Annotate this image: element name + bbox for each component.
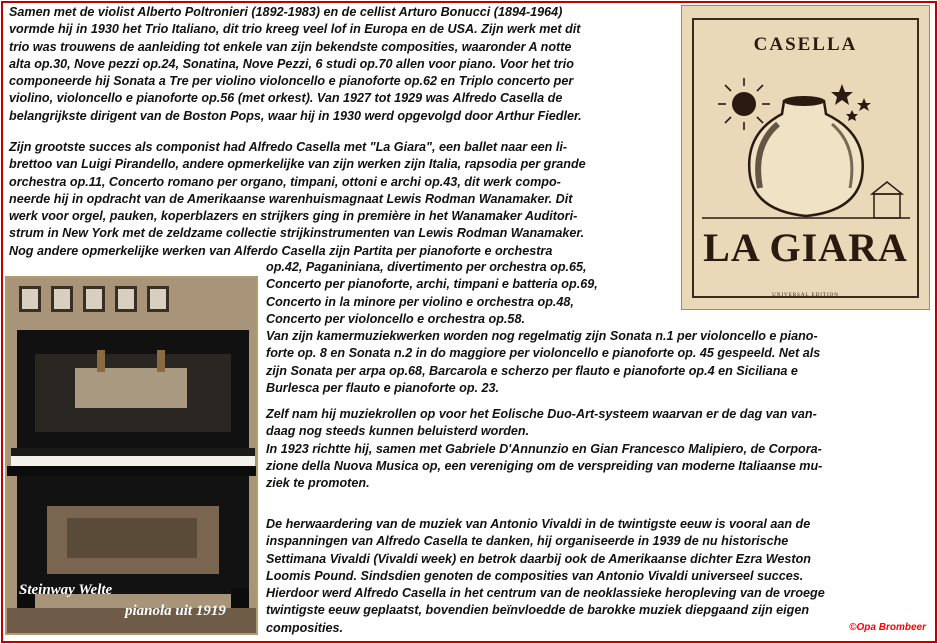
- paragraph-music-rolls: Zelf nam hij muziekrollen op voor het Eolische Duo-Art-systeem waarvan er de dag van van- daag nog steeds kunnen beluisterd worden. In 1923 richtte hij, samen met Gabriele D'Annunzio en Gian Francesco Malipiero, de Corpora- zione della Nuova Musica op, een vereniging om de verspreiding van moderne Italiaanse mu- ziek te promoten.: [266, 407, 823, 491]
- paragraph-vivaldi: De herwaardering van de muziek van Antonio Vivaldi in de twintigste eeuw is vooral aan de inspanningen van Alfredo Casella te danken, hij organiseerde in 1939 de nu historische Settimana Vivaldi (Vivaldi week) en betrok daarbij ook de Amerikaanse dichter Ezra Weston Loomis Pound. Sindsdien genoten de composities van Antonio Vivaldi universeel succes. Hierdoor werd Alfredo Casella in het centrum van de neoklassieke heropleving van de vroege twintigste eeuw geplaatst, bovendien beïnvloedde de barokke muziek diepgaand zijn eigen composities.: [266, 517, 825, 635]
- photo-caption-model: Steinway Welte: [19, 582, 113, 598]
- copyright-credit: ©Opa Brombeer: [849, 622, 926, 633]
- la-giara-score-cover: [681, 5, 930, 310]
- score-composer-name: CASELLA: [753, 34, 858, 55]
- paragraph-chamber-works: op.42, Paganiniana, divertimento per orchestra op.65, Concerto per pianoforte, archi, timpani e batteria op.69, Concerto in la minore per violino e orchestra op.48, Concerto per violoncello e orchestra op.58. Van zijn kamermuziekwerken worden nog regelmatig zijn Sonata n.1 per violoncello e piano- forte op. 8 en Sonata n.2 in do maggiore per violoncello e pianoforte op. 45 gespeeld. Net als zijn Sonata per arpa op.68, Barcarola e scherzo per flauto e pianoforte op.4 en Siciliana e Burlesca per flauto e pianoforte op. 23.: [266, 260, 821, 396]
- score-title: LA GIARA: [703, 225, 908, 270]
- photo-caption-year: pianola uit 1919: [125, 603, 226, 619]
- pianola-photo: [5, 276, 258, 635]
- paragraph-la-giara: Zijn grootste succes als componist had Alfredo Casella met "La Giara", een ballet naar een li- brettoo van Luigi Pirandello, andere opmerkelijke van zijn werken zijn Italia, rapsodia per grande orchestra op.11, Concerto romano per organo, timpani, ottoni e archi op.43, dit werk compo- neerde hij in opdracht van de Amerikaanse warenhuismagnaat Lewis Rodman Wanamaker. Dit werk voor orgel, pauken, koperblazers en strijkers ging in première in het Wanamaker Auditori- strum in New York met de zeldzame collectie strijkinstrumenten van Lewis Rodman Wanamaker. Nog andere opmerkelijke werken van Alferdo Casella zijn Partita per pianoforte e orchestra: [9, 140, 586, 258]
- score-publisher: UNIVERSAL EDITION: [772, 293, 839, 298]
- paragraph-trio-italiano: Samen met de violist Alberto Poltronieri (1892-1983) en de cellist Arturo Bonucci (1894-1964) vormde hij in 1930 het Trio Italiano, dit trio kreeg veel lof in Europa en de USA. Zijn werk met dit trio was trouwens de aanleiding tot enkele van zijn bekendste composities, waaronder A notte alta op.30, Nove pezzi op.24, Sonatina, Nove Pezzi, 6 studi op.70 allen voor piano. Voor het trio componeerde hij Sonata a Tre per violino violoncello e pianoforte op.62 en Triplo concerto per violino, violoncello e pianoforte op.56 (met orkest). Van 1927 tot 1929 was Alfredo Casella de belangrijkste dirigent van de Boston Pops, waar hij in 1930 werd opgevolgd door Arthur Fiedler.: [9, 5, 582, 123]
